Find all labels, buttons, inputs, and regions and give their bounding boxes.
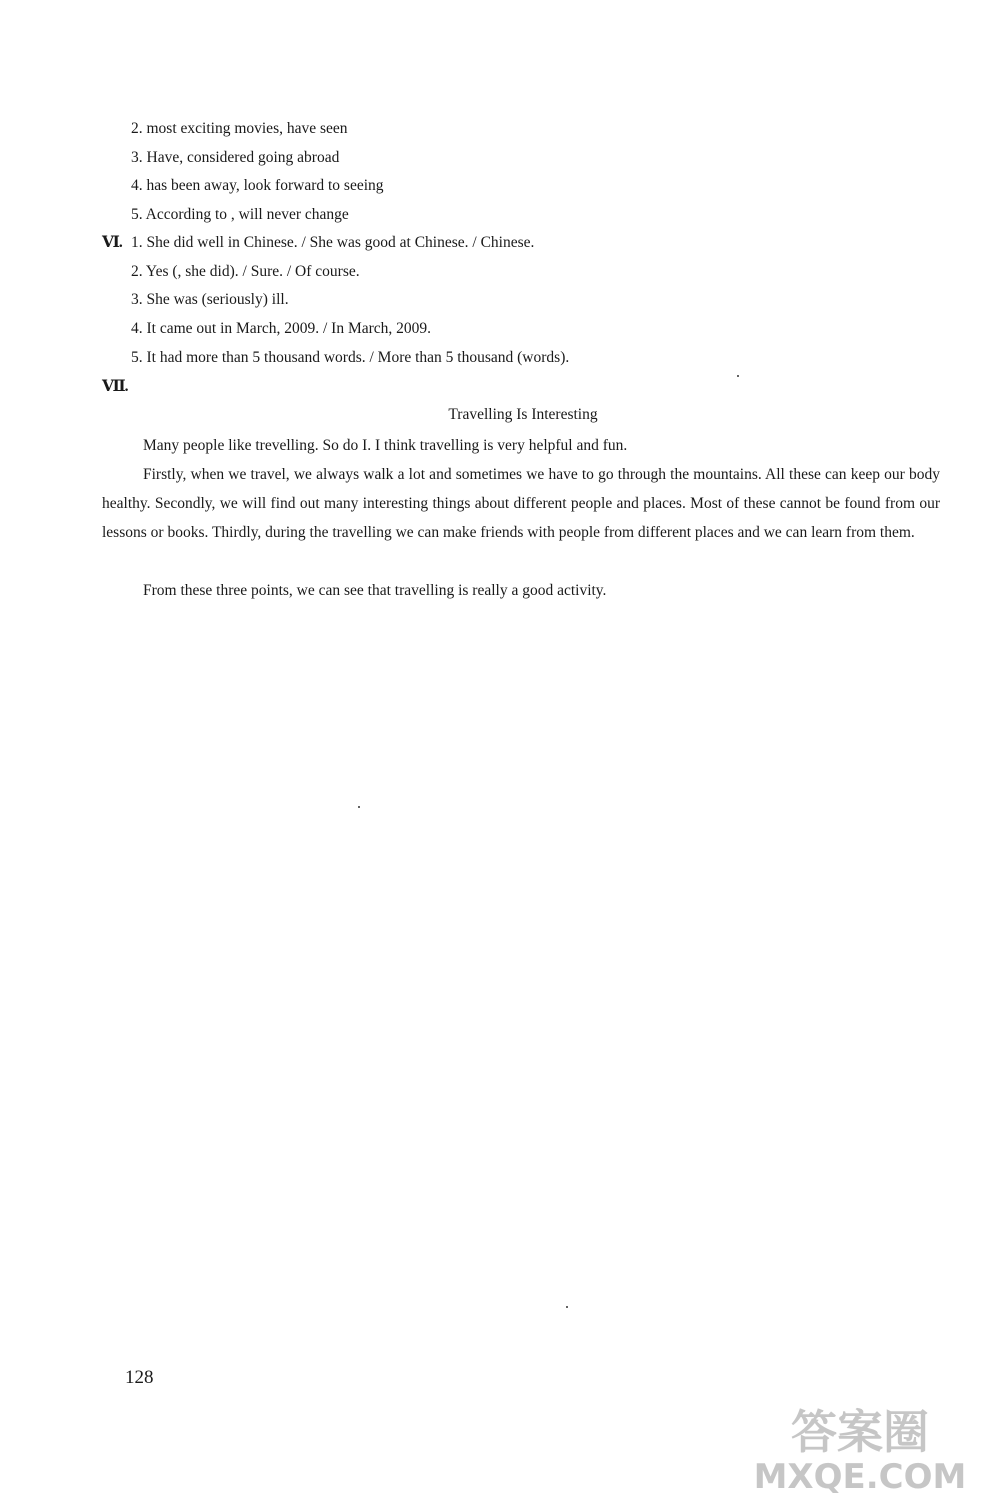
- page-number: 128: [125, 1367, 154, 1388]
- section-numeral: Ⅶ.: [102, 378, 128, 395]
- essay-paragraph: Many people like trevelling. So do I. I think travelling is very helpful and fun.: [143, 437, 628, 454]
- answer-item: 2. Yes (, she did). / Sure. / Of course.: [131, 263, 360, 280]
- essay-title: Travelling Is Interesting: [448, 406, 598, 423]
- watermark-logo-text: 答案圈: [791, 1405, 929, 1459]
- answer-item: 5. According to , will never change: [131, 206, 349, 223]
- answer-item: 5. It had more than 5 thousand words. / More than 5 thousand (words).: [131, 349, 570, 366]
- answer-item: 1. She did well in Chinese. / She was good at Chinese. / Chinese.: [131, 234, 535, 251]
- answer-item: 3. She was (seriously) ill.: [131, 291, 289, 308]
- watermark-logo: [726, 1396, 994, 1496]
- scan-speck: [358, 806, 360, 808]
- scan-speck: [566, 1306, 568, 1308]
- section-numeral: Ⅵ.: [102, 234, 122, 251]
- essay-paragraph: From these three points, we can see that travelling is really a good activity.: [143, 582, 607, 599]
- answer-item: 3. Have, considered going abroad: [131, 149, 340, 166]
- answer-item: 4. It came out in March, 2009. / In March, 2009.: [131, 320, 432, 337]
- scan-speck: [737, 375, 739, 377]
- answer-item: 2. most exciting movies, have seen: [131, 120, 348, 137]
- essay-paragraph: Firstly, when we travel, we always walk a lot and sometimes we have to go through the mountains. All these can keep our body healthy. Secondly, we will find out many interesting things about different people and places. Most of these cannot be found from our lessons or books. Thirdly, during the travelling we can make friends with people from different places and we can learn from them.: [102, 466, 940, 541]
- watermark-url-text: MXQE.COM: [753, 1457, 967, 1496]
- answer-item: 4. has been away, look forward to seeing: [131, 177, 384, 194]
